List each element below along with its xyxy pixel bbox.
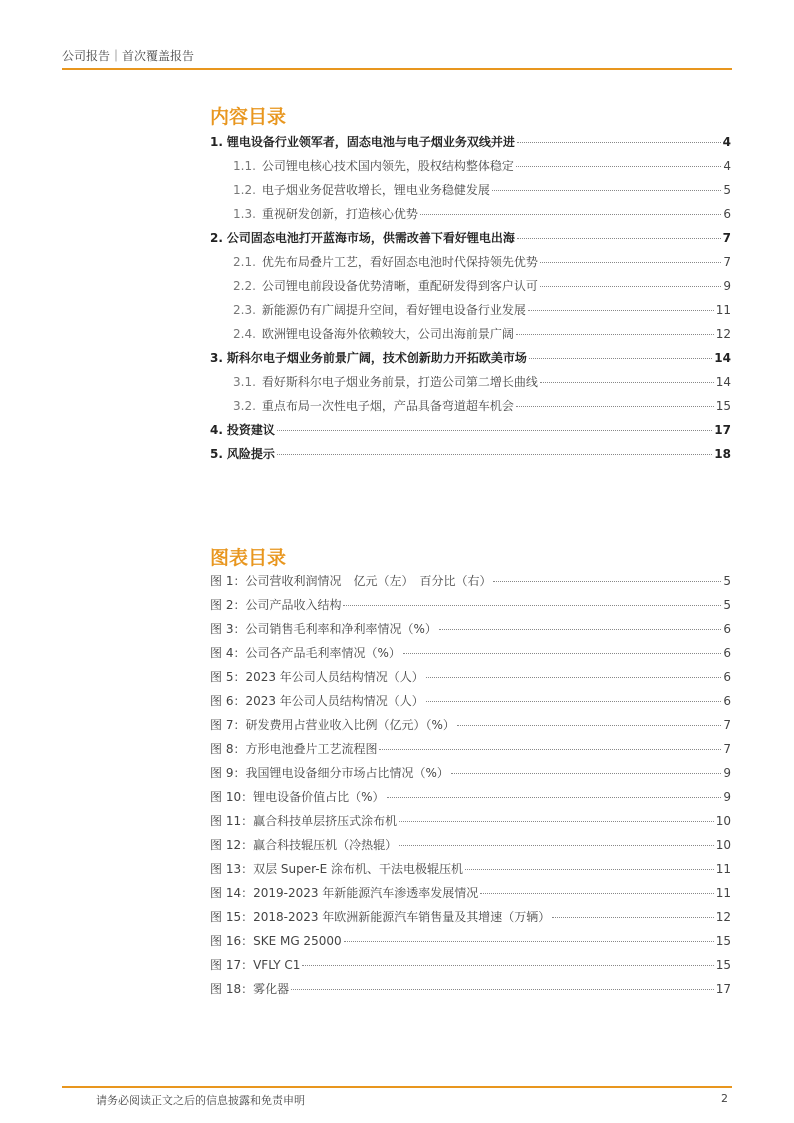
figure-entry-text: 图 9：我国锂电设备细分市场占比情况（%）: [210, 766, 449, 780]
toc-entry-number: 1.1.: [233, 159, 256, 173]
figure-entry[interactable]: [210, 621, 731, 645]
toc-section-entry[interactable]: [210, 206, 731, 230]
toc-chapter-entry[interactable]: [210, 230, 731, 254]
toc-entry-page: 5: [723, 183, 731, 197]
figure-entry-page: 7: [723, 742, 731, 756]
dot-leader: [426, 700, 722, 702]
toc-section-entry[interactable]: [210, 278, 731, 302]
figure-entry-page: 6: [723, 622, 731, 636]
figure-entry-page: 6: [723, 670, 731, 684]
figure-entry-text: 图 5：2023 年公司人员结构情况（人）: [210, 670, 424, 684]
toc-entry-label: [233, 158, 514, 174]
toc-chapter-entry[interactable]: [210, 422, 731, 446]
toc-entry-label: [233, 206, 418, 222]
toc-section-entry[interactable]: [210, 326, 731, 350]
figure-entry-text: 图 17：VFLY C1: [210, 958, 301, 972]
figure-entry[interactable]: [210, 909, 731, 933]
toc-entry-number: 2.: [210, 231, 223, 245]
toc-entry-text: 重视研发创新，打造核心优势: [261, 207, 418, 221]
figure-entry-page: 11: [715, 886, 731, 900]
toc-entry-text: 锂电设备行业领军者，固态电池与电子烟业务双线并进: [226, 135, 515, 149]
toc-entry-text: 公司锂电前段设备优势清晰，重配研发得到客户认可: [261, 279, 538, 293]
toc-entry-number: 3.: [210, 351, 223, 365]
toc-entry-text: 投资建议: [226, 423, 275, 437]
figure-entry-text: 图 2：公司产品收入结构: [210, 598, 342, 612]
toc-entry-label: [233, 374, 538, 390]
figure-entry-text: 图 1：公司营收利润情况 亿元（左） 百分比（右）: [210, 574, 492, 588]
toc-section-entry[interactable]: [210, 374, 731, 398]
toc-entry-label: [233, 182, 490, 198]
dot-leader: [540, 381, 714, 383]
toc-section-entry[interactable]: [210, 182, 731, 206]
toc-entry-number: 5.: [210, 447, 223, 461]
dot-leader: [277, 429, 712, 431]
toc-entry-page: 4: [722, 135, 731, 149]
figure-list-title: 图表目录: [210, 547, 287, 569]
dot-leader: [552, 916, 713, 918]
figure-entry-page: 11: [715, 862, 731, 876]
dot-leader: [399, 820, 714, 822]
footer-disclaimer: 请务必阅读正文之后的信息披露和免责申明: [96, 1094, 305, 1107]
dot-leader: [517, 237, 721, 239]
toc-chapter-entry[interactable]: [210, 134, 731, 158]
figure-entry-text: 图 6：2023 年公司人员结构情况（人）: [210, 694, 424, 708]
toc-chapter-entry[interactable]: [210, 446, 731, 470]
toc-entry-text: 新能源仍有广阔提升空间，看好锂电设备行业发展: [261, 303, 526, 317]
toc-entry-page: 9: [723, 279, 731, 293]
toc-entry-label: [233, 254, 538, 270]
toc-entry-text: 电子烟业务促营收增长，锂电业务稳健发展: [261, 183, 490, 197]
dot-leader: [399, 844, 714, 846]
figure-entry[interactable]: [210, 957, 731, 981]
figure-entry[interactable]: [210, 669, 731, 693]
dot-leader: [426, 676, 722, 678]
figure-entry[interactable]: [210, 693, 731, 717]
dot-leader: [343, 604, 721, 606]
figure-entry[interactable]: [210, 741, 731, 765]
dot-leader: [480, 892, 713, 894]
figure-entry-text: 图 15：2018-2023 年欧洲新能源汽车销售量及其增速（万辆）: [210, 910, 551, 924]
dot-leader: [420, 213, 721, 215]
toc-section-entry[interactable]: [210, 302, 731, 326]
toc-entry-number: 1.: [210, 135, 223, 149]
toc-entry-page: 7: [722, 231, 731, 245]
toc-entry-label: [233, 278, 538, 294]
dot-leader: [439, 628, 722, 630]
figure-entry[interactable]: [210, 765, 731, 789]
toc-entry-page: 12: [715, 327, 731, 341]
toc-entry-text: 公司锂电核心技术国内领先，股权结构整体稳定: [261, 159, 514, 173]
figure-entry[interactable]: [210, 573, 731, 597]
toc-entry-text: 斯科尔电子烟业务前景广阔，技术创新助力开拓欧美市场: [226, 351, 527, 365]
figure-entry-text: 图 8：方形电池叠片工艺流程图: [210, 742, 378, 756]
toc-entry-label: [210, 446, 275, 462]
dot-leader: [387, 796, 722, 798]
footer-divider: [62, 1086, 732, 1088]
dot-leader: [277, 453, 712, 455]
toc-entry-number: 3.1.: [233, 375, 256, 389]
toc-entry-label: [233, 398, 514, 414]
figure-entry-page: 17: [715, 982, 731, 996]
dot-leader: [403, 652, 722, 654]
toc-entry-number: 1.3.: [233, 207, 256, 221]
figure-entry[interactable]: [210, 597, 731, 621]
toc-entry-number: 1.2.: [233, 183, 256, 197]
figure-entry-page: 7: [723, 718, 731, 732]
toc-entry-page: 18: [714, 447, 731, 461]
toc-entry-number: 4.: [210, 423, 223, 437]
toc-entry-page: 17: [714, 423, 731, 437]
toc-entry-text: 看好斯科尔电子烟业务前景，打造公司第二增长曲线: [261, 375, 538, 389]
dot-leader: [516, 165, 721, 167]
figure-entry-page: 15: [715, 958, 731, 972]
dot-leader: [379, 748, 721, 750]
figure-entry-text: 图 7：研发费用占营业收入比例（亿元）（%）: [210, 718, 455, 732]
toc-entry-number: 2.4.: [233, 327, 256, 341]
toc-entry-text: 公司固态电池打开蓝海市场，供需改善下看好锂电出海: [226, 231, 515, 245]
toc-entry-text: 风险提示: [226, 447, 275, 461]
toc-entry-number: 3.2.: [233, 399, 256, 413]
dot-leader: [451, 772, 722, 774]
figure-entry-text: 图 10：锂电设备价值占比（%）: [210, 790, 385, 804]
figure-entry-text: 图 14：2019-2023 年新能源汽车渗透率发展情况: [210, 886, 479, 900]
figure-entry[interactable]: [210, 789, 731, 813]
toc-entry-page: 15: [715, 399, 731, 413]
figure-entry-page: 12: [715, 910, 731, 924]
toc-section-entry[interactable]: [210, 254, 731, 278]
toc-list: [210, 134, 731, 470]
toc-entry-page: 7: [723, 255, 731, 269]
figure-entry-text: 图 12：赢合科技辊压机（冷热辊）: [210, 838, 398, 852]
figure-entry-page: 10: [715, 814, 731, 828]
dot-leader: [291, 988, 714, 990]
toc-entry-text: 优先布局叠片工艺，看好固态电池时代保持领先优势: [261, 255, 538, 269]
figure-entry-text: 图 13：双层 Super-E 涂布机、干法电极辊压机: [210, 862, 464, 876]
toc-title: 内容目录: [210, 106, 287, 128]
dot-leader: [492, 189, 721, 191]
dot-leader: [540, 261, 721, 263]
figure-entry[interactable]: [210, 837, 731, 861]
dot-leader: [516, 333, 714, 335]
toc-entry-label: [233, 326, 514, 342]
toc-entry-number: 2.3.: [233, 303, 256, 317]
toc-entry-text: 重点布局一次性电子烟，产品具备弯道超车机会: [261, 399, 514, 413]
figure-entry[interactable]: [210, 861, 731, 885]
toc-entry-page: 6: [723, 207, 731, 221]
figure-entry-page: 10: [715, 838, 731, 852]
toc-entry-text: 欧洲锂电设备海外依赖较大，公司出海前景广阔: [261, 327, 514, 341]
figure-entry-page: 9: [723, 790, 731, 804]
figure-entry-page: 6: [723, 694, 731, 708]
toc-section-entry[interactable]: [210, 158, 731, 182]
toc-entry-label: [210, 134, 515, 150]
figure-entry-text: 图 11：赢合科技单层挤压式涂布机: [210, 814, 398, 828]
dot-leader: [344, 940, 714, 942]
figure-list: [210, 573, 731, 1005]
figure-entry-text: 图 16：SKE MG 25000: [210, 934, 342, 948]
toc-section-entry[interactable]: [210, 398, 731, 422]
header-text: 公司报告｜首次覆盖报告: [62, 49, 195, 63]
figure-entry-page: 5: [723, 598, 731, 612]
figure-entry-text: 图 3：公司销售毛利率和净利率情况（%）: [210, 622, 437, 636]
figure-entry[interactable]: [210, 717, 731, 741]
report-header: [62, 46, 732, 70]
dot-leader: [540, 285, 721, 287]
figure-entry-page: 9: [723, 766, 731, 780]
toc-entry-label: [210, 230, 515, 246]
figure-entry-page: 15: [715, 934, 731, 948]
toc-entry-label: [210, 350, 527, 366]
figure-entry-page: 6: [723, 646, 731, 660]
toc-entry-page: 4: [723, 159, 731, 173]
toc-entry-page: 14: [714, 351, 731, 365]
toc-chapter-entry[interactable]: [210, 350, 731, 374]
dot-leader: [516, 405, 714, 407]
toc-entry-number: 2.1.: [233, 255, 256, 269]
dot-leader: [465, 868, 714, 870]
dot-leader: [528, 309, 714, 311]
dot-leader: [302, 964, 713, 966]
figure-entry-page: 5: [723, 574, 731, 588]
page-number: 2: [721, 1092, 728, 1105]
dot-leader: [493, 580, 721, 582]
figure-entry[interactable]: [210, 813, 731, 837]
figure-entry-text: 图 4：公司各产品毛利率情况（%）: [210, 646, 401, 660]
figure-entry[interactable]: [210, 645, 731, 669]
toc-entry-label: [210, 422, 275, 438]
toc-entry-number: 2.2.: [233, 279, 256, 293]
toc-entry-label: [233, 302, 526, 318]
dot-leader: [517, 141, 721, 143]
figure-entry[interactable]: [210, 933, 731, 957]
toc-entry-page: 14: [715, 375, 731, 389]
figure-entry[interactable]: [210, 885, 731, 909]
figure-entry-text: 图 18：雾化器: [210, 982, 290, 996]
dot-leader: [529, 357, 712, 359]
toc-entry-page: 11: [715, 303, 731, 317]
dot-leader: [457, 724, 722, 726]
figure-entry[interactable]: [210, 981, 731, 1005]
